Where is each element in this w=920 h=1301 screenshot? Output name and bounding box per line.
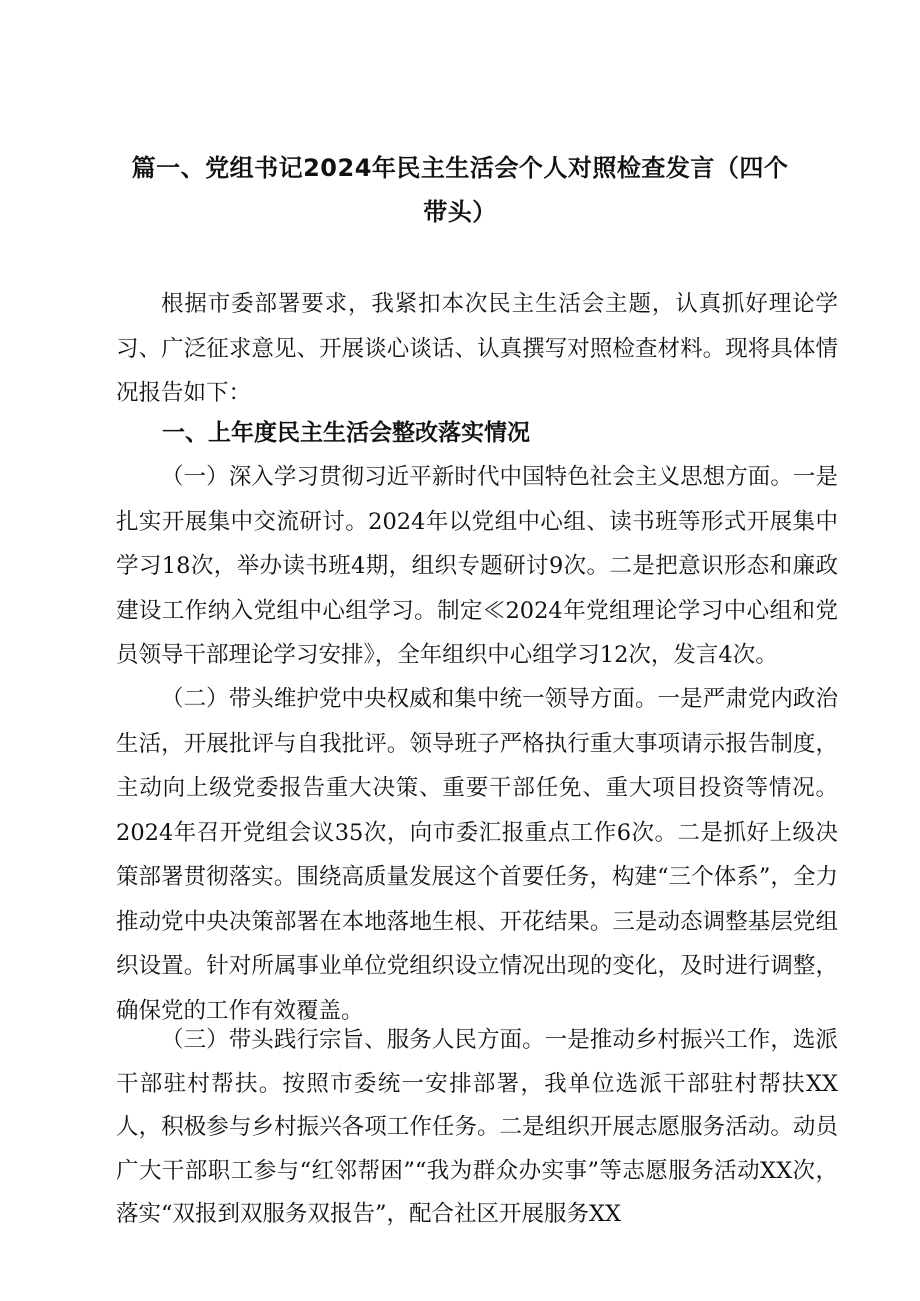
paragraph-study: （一）深入学习贯彻习近平新时代中国特色社会主义思想方面。一是扎实开展集中交流研讨。2024年以党组中心组、读书班等形式开展集中学习18次，举办读书班4期，组织专题研讨9次。二是把意识形态和廉政建设工作纳入党组中心组学习。制定≪2024年党组理论学习中心组和党员领导干部理论学习安排》，全年组织中心组学习12次，发言4次。: [116, 464, 838, 668]
intro-paragraph: 根据市委部署要求，我紧扣本次民主生活会主题，认真抓好理论学习、广泛征求意见、开展谈心谈话、认真撰写对照检查材料。现将具体情况报告如下：: [116, 291, 838, 406]
document-title: 篇一、党组书记2024年民主生活会个人对照检查发言（四个带头）: [131, 154, 789, 226]
paragraph-serve-people: （三）带头践行宗旨、服务人民方面。一是推动乡村振兴工作，选派干部驻村帮扶。按照市委统一安排部署，我单位选派干部驻村帮扶XX人，积极参与乡村振兴各项工作任务。二是组织开展志愿服务活动。动员广大干部职工参与“红邻帮困”“我为群众办实事”等志愿服务活动XX次，落实“双报到双服务双报告”，配合社区开展服务XX: [116, 1027, 838, 1227]
paragraph-leadership: （二）带头维护党中央权威和集中统一领导方面。一是严肃党内政治生活，开展批评与自我批评。领导班子严格执行重大事项请示报告制度，主动向上级党委报告重大决策、重要干部任免、重大项目投资等情况。2024年召开党组会议35次，向市委汇报重点工作6次。二是抓好上级决策部署贯彻落实。围绕高质量发展这个首要任务，构建“三个体系”，全力推动党中央决策部署在本地落地生根、开花结果。三是动态调整基层党组织设置。针对所属事业单位党组织设立情况出现的变化，及时进行调整，确保党的工作有效覆盖。: [116, 686, 838, 1024]
section-heading: 一、上年度民主生活会整改落实情况: [162, 420, 530, 446]
